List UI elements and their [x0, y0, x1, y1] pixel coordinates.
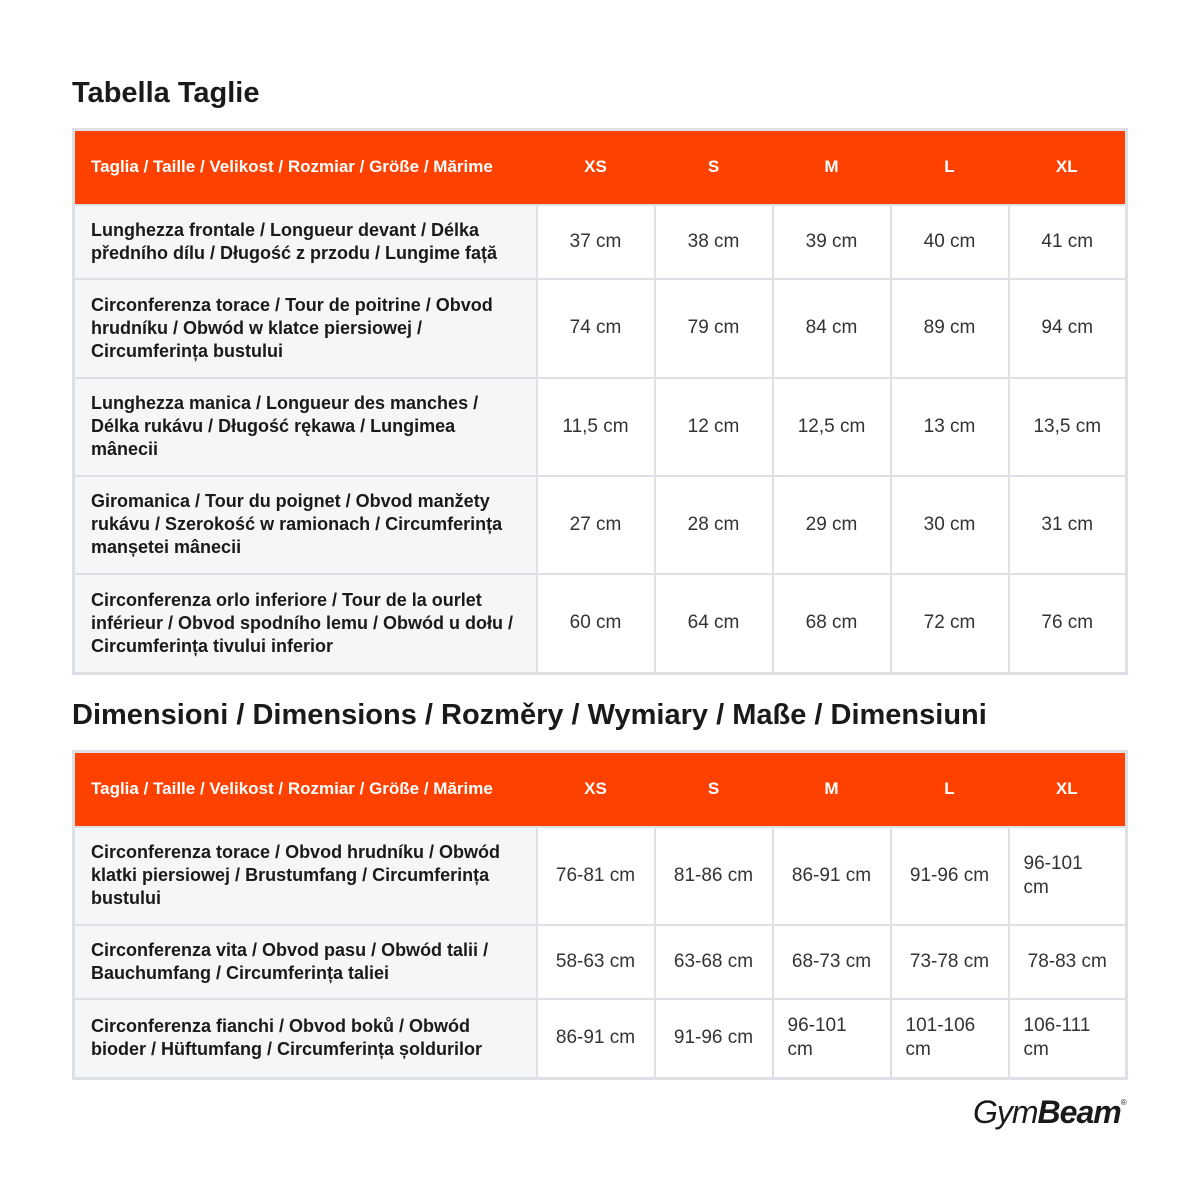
row-label: Giromanica / Tour du poignet / Obvod manžety rukávu / Szerokość w ramionach / Circumferința manșetei mânecii — [74, 476, 537, 574]
table-header-row — [74, 752, 1127, 827]
gymbeam-logo — [973, 1094, 1127, 1131]
table-cell: 11,5 cm — [537, 378, 655, 476]
header-size-xl: XL — [1009, 752, 1127, 827]
table-row — [74, 827, 1127, 925]
table-cell: 60 cm — [537, 574, 655, 674]
row-label: Circonferenza torace / Obvod hrudníku / Obwód klatki piersiowej / Brustumfang / Circumferința bustului — [74, 827, 537, 925]
header-size-m: M — [773, 752, 891, 827]
table-cell: 31 cm — [1009, 476, 1127, 574]
header-size-xs: XS — [537, 752, 655, 827]
table-cell: 28 cm — [655, 476, 773, 574]
table-cell: 12,5 cm — [773, 378, 891, 476]
table-cell: 58-63 cm — [537, 925, 655, 999]
table-cell: 74 cm — [537, 279, 655, 378]
table-cell: 37 cm — [537, 205, 655, 279]
table-cell: 41 cm — [1009, 205, 1127, 279]
table-cell: 78-83 cm — [1009, 925, 1127, 999]
size-chart-table — [72, 128, 1128, 675]
table-cell: 86-91 cm — [537, 999, 655, 1079]
header-size-l: L — [891, 752, 1009, 827]
header-size-xl: XL — [1009, 130, 1127, 205]
table-cell: 68-73 cm — [773, 925, 891, 999]
table-cell: 13 cm — [891, 378, 1009, 476]
table-row — [74, 205, 1127, 279]
table-cell: 81-86 cm — [655, 827, 773, 925]
header-size-m: M — [773, 130, 891, 205]
row-label: Circonferenza vita / Obvod pasu / Obwód talii / Bauchumfang / Circumferința taliei — [74, 925, 537, 999]
table-cell: 94 cm — [1009, 279, 1127, 378]
table-cell: 84 cm — [773, 279, 891, 378]
row-label: Circonferenza torace / Tour de poitrine / Obvod hrudníku / Obwód w klatce piersiowej / Circumferința bustului — [74, 279, 537, 378]
header-size-l: L — [891, 130, 1009, 205]
table-cell: 29 cm — [773, 476, 891, 574]
table-cell: 76-81 cm — [537, 827, 655, 925]
logo-text-beam: Beam — [1037, 1094, 1121, 1130]
table-header-row — [74, 130, 1127, 205]
row-label: Lunghezza manica / Longueur des manches / Délka rukávu / Długość rękawa / Lungimea mânecii — [74, 378, 537, 476]
table-row — [74, 378, 1127, 476]
table-cell: 73-78 cm — [891, 925, 1009, 999]
table-cell: 12 cm — [655, 378, 773, 476]
table-cell: 96-101 cm — [1009, 827, 1127, 925]
dimensions-table-title: Dimensioni / Dimensions / Rozměry / Wymiary / Maße / Dimensiuni — [72, 699, 987, 731]
row-label: Circonferenza orlo inferiore / Tour de la ourlet inférieur / Obvod spodního lemu / Obwód u dołu / Circumferința tivului inferior — [74, 574, 537, 674]
table-cell: 40 cm — [891, 205, 1009, 279]
table-cell: 39 cm — [773, 205, 891, 279]
table-cell: 38 cm — [655, 205, 773, 279]
table-cell: 89 cm — [891, 279, 1009, 378]
table-row — [74, 574, 1127, 674]
table-cell: 27 cm — [537, 476, 655, 574]
header-size-label: Taglia / Taille / Velikost / Rozmiar / Größe / Mărime — [74, 752, 537, 827]
table-row — [74, 999, 1127, 1079]
table-cell: 68 cm — [773, 574, 891, 674]
header-size-xs: XS — [537, 130, 655, 205]
table-cell: 101-106 cm — [891, 999, 1009, 1079]
dimensions-table — [72, 750, 1128, 1080]
table-row — [74, 925, 1127, 999]
header-size-s: S — [655, 752, 773, 827]
row-label: Circonferenza fianchi / Obvod boků / Obwód bioder / Hüftumfang / Circumferința șoldurilor — [74, 999, 537, 1079]
table-cell: 86-91 cm — [773, 827, 891, 925]
header-size-s: S — [655, 130, 773, 205]
table-cell: 13,5 cm — [1009, 378, 1127, 476]
table-row — [74, 476, 1127, 574]
size-table-title: Tabella Taglie — [72, 77, 260, 109]
table-cell: 76 cm — [1009, 574, 1127, 674]
table-cell: 64 cm — [655, 574, 773, 674]
registered-mark: ® — [1120, 1098, 1127, 1107]
logo-text-gym: Gym — [973, 1094, 1038, 1130]
table-cell: 96-101 cm — [773, 999, 891, 1079]
table-cell: 72 cm — [891, 574, 1009, 674]
table-cell: 91-96 cm — [891, 827, 1009, 925]
table-cell: 30 cm — [891, 476, 1009, 574]
table-cell: 63-68 cm — [655, 925, 773, 999]
table-row — [74, 279, 1127, 378]
table-cell: 91-96 cm — [655, 999, 773, 1079]
row-label: Lunghezza frontale / Longueur devant / Délka předního dílu / Długość z przodu / Lungime față — [74, 205, 537, 279]
header-size-label: Taglia / Taille / Velikost / Rozmiar / Größe / Mărime — [74, 130, 537, 205]
table-cell: 106-111 cm — [1009, 999, 1127, 1079]
table-cell: 79 cm — [655, 279, 773, 378]
